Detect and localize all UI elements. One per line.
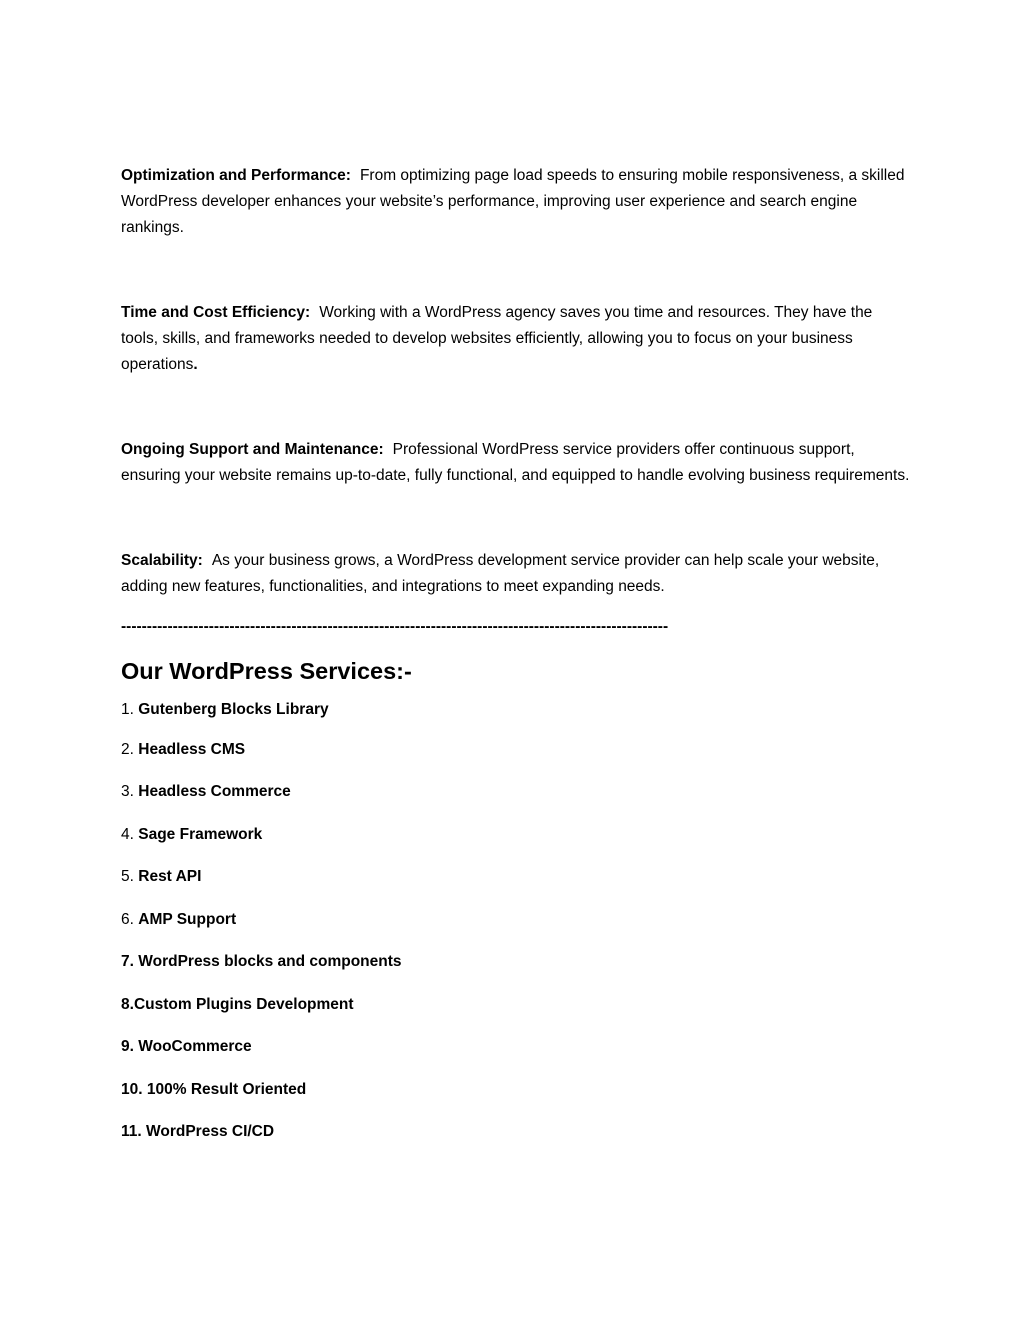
list-item <box>121 909 911 931</box>
paragraph-lead: Optimization and Performance: <box>121 167 351 184</box>
paragraph-support <box>121 437 911 489</box>
item-number: 8. <box>121 995 134 1013</box>
paragraph-lead: Scalability: <box>121 552 203 569</box>
item-number: 11. <box>121 1123 142 1140</box>
list-item <box>121 781 911 803</box>
list-item <box>121 1121 911 1143</box>
item-title: AMP Support <box>138 910 237 928</box>
list-item <box>121 739 911 761</box>
paragraph-text: Working with a WordPress agency saves you time and resources. They have the tools, skills, and frameworks needed to develop websites efficiently, allowing you to focus on your business operations <box>121 304 873 373</box>
item-number: 3. <box>121 783 134 800</box>
list-item <box>121 1036 911 1058</box>
item-title: Rest API <box>138 868 202 885</box>
services-list <box>121 699 911 1143</box>
item-title: Headless CMS <box>138 740 246 758</box>
paragraph-text: Professional WordPress service providers offer continuous support, ensuring your website remains up-to-date, fully functional, and equipped to handle evolving business requirements. <box>121 441 910 484</box>
document-page <box>121 163 911 1164</box>
services-heading: Our WordPress Services:- <box>121 658 412 684</box>
item-title: Headless Commerce <box>138 783 291 800</box>
list-item <box>121 824 911 846</box>
item-number: 1. <box>121 701 134 718</box>
paragraph-scalability <box>121 548 911 600</box>
item-number: 10. <box>121 1080 143 1098</box>
paragraph-trailing-period: . <box>193 356 198 373</box>
list-item <box>121 1079 911 1101</box>
dashed-divider: ---------------------------------------------------------------------------------------------------------- <box>121 618 669 635</box>
item-title: Gutenberg Blocks Library <box>138 701 329 718</box>
item-title: Sage Framework <box>138 825 263 843</box>
paragraph-text: As your business grows, a WordPress development service provider can help scale your website, adding new features, functionalities, and integrations to meet expanding needs. <box>121 552 880 595</box>
paragraph-text: From optimizing page load speeds to ensuring mobile responsiveness, a skilled WordPress developer enhances your website’s performance, improving user experience and search engine rankings. <box>121 167 905 236</box>
item-number: 7. <box>121 953 134 970</box>
list-item <box>121 866 911 888</box>
item-title: WordPress CI/CD <box>146 1123 275 1140</box>
list-item <box>121 951 911 973</box>
paragraph-lead: Time and Cost Efficiency: <box>121 304 311 321</box>
item-title: WooCommerce <box>138 1038 252 1055</box>
item-title: WordPress blocks and components <box>138 953 402 970</box>
item-number: 5. <box>121 868 134 885</box>
paragraph-optimization <box>121 163 911 241</box>
list-item <box>121 699 911 721</box>
list-item <box>121 994 911 1016</box>
item-number: 2. <box>121 740 134 758</box>
item-number: 6. <box>121 910 134 928</box>
paragraph-lead: Ongoing Support and Maintenance: <box>121 441 384 458</box>
item-number: 9. <box>121 1038 134 1055</box>
item-title: 100% Result Oriented <box>146 1080 307 1098</box>
item-number: 4. <box>121 825 134 843</box>
item-title: Custom Plugins Development <box>133 995 354 1013</box>
paragraph-time-cost <box>121 300 911 378</box>
